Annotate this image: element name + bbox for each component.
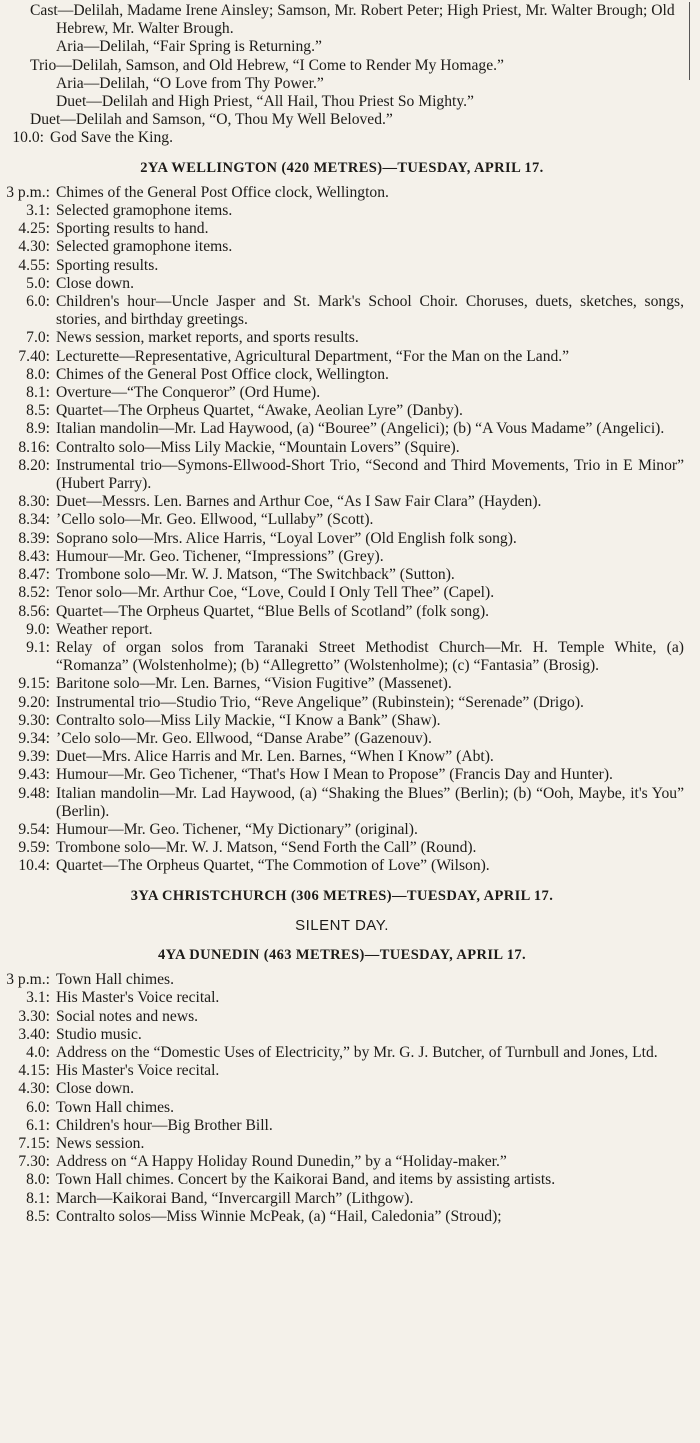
entry-text: Contralto solo—Miss Lily Mackie, “I Know a Bank” (Shaw). — [56, 711, 441, 729]
entry-text: Humour—Mr. Geo. Tichener, “My Dictionary” (original). — [56, 820, 418, 838]
programme-entry — [0, 1153, 684, 1171]
entry-time: 8.34: — [18, 511, 50, 529]
entry-text: Tenor solo—Mr. Arthur Coe, “Love, Could I Only Tell Thee” (Capel). — [56, 584, 495, 602]
entry-text: Lecturette—Representative, Agricultural Department, “For the Man on the Land.” — [56, 347, 570, 365]
programme-entry — [0, 238, 684, 256]
programme-entry — [0, 584, 684, 602]
programme-entry — [0, 1190, 684, 1208]
entry-time: 8.30: — [18, 493, 50, 511]
programme-entry — [0, 348, 684, 366]
entry-time: 4.30: — [18, 1080, 50, 1098]
entry-text: ’Celo solo—Mr. Geo. Ellwood, “Danse Arabe” (Gazenouv). — [56, 729, 432, 747]
programme-entry — [0, 384, 684, 402]
entry-time: 8.43: — [18, 547, 50, 565]
entry-time: 8.39: — [18, 529, 50, 547]
programme-entry — [0, 1171, 684, 1189]
programme-entry — [0, 1080, 684, 1098]
entry-text: His Master's Voice recital. — [56, 989, 220, 1007]
entry-text: Quartet—The Orpheus Quartet, “Awake, Aeolian Lyre” (Danby). — [56, 402, 463, 420]
entry-time: 8.0: — [26, 365, 50, 383]
entry-time: 4.30: — [18, 238, 50, 256]
entry-text: Italian mandolin—Mr. Lad Haywood, (a) “Shaking the Blues” (Berlin); (b) “Ooh, Maybe, it's You” (Berlin). — [56, 784, 684, 820]
entry-time: 8.5: — [26, 1207, 50, 1225]
entry-time: 9.1: — [26, 638, 50, 656]
entry-text: Overture—“The Conqueror” (Ord Hume). — [56, 384, 321, 402]
entry-time: 9.0: — [26, 620, 50, 638]
intro-section — [0, 0, 684, 148]
programme-entry — [0, 1008, 684, 1026]
entry-time: 9.15: — [18, 675, 50, 693]
programme-entry — [0, 548, 684, 566]
entry-time: 8.16: — [18, 438, 50, 456]
entry-text: Italian mandolin—Mr. Lad Haywood, (a) “Bouree” (Angelici); (b) “A Vous Madame” (Angelici). — [56, 420, 665, 438]
station-heading-christchurch: 3YA CHRISTCHURCH (306 METRES)—TUESDAY, APRIL 17. — [130, 887, 554, 904]
entry-time: 9.59: — [18, 839, 50, 857]
entry-text: News session, market reports, and sports results. — [56, 329, 359, 347]
entry-time: 6.0: — [26, 1098, 50, 1116]
entry-text: Sporting results to hand. — [56, 220, 209, 238]
programme-entry — [0, 675, 684, 693]
entry-text: Instrumental trio—Symons-Ellwood-Short Trio, “Second and Third Movements, Trio in E Minor” (Hubert Parry). — [56, 456, 684, 493]
entry-time: 9.20: — [18, 693, 50, 711]
entry-text: Selected gramophone items. — [56, 238, 233, 256]
programme-entry — [0, 766, 684, 784]
entry-time: 9.48: — [18, 784, 50, 802]
programme-entry — [0, 712, 684, 730]
entry-text: Children's hour—Uncle Jasper and St. Mark's School Choir. Choruses, duets, sketches, songs, stories, and birthday greetings. — [56, 293, 684, 329]
programme-entry — [0, 457, 684, 493]
entry-text: Relay of organ solos from Taranaki Street Methodist Church—Mr. H. Temple White, (a) “Romanza” (Wolstenholme); (b) “Allegretto” (Wolstenholme); (c) “Fantasia” (Brosig). — [56, 638, 684, 675]
entry-time: 9.54: — [18, 820, 50, 838]
entry-time: 3 p.m.: — [6, 183, 50, 201]
entry-time: 7.15: — [18, 1134, 50, 1152]
programme-entry — [0, 1026, 684, 1044]
entry-time: 8.52: — [18, 584, 50, 602]
entry-text: Chimes of the General Post Office clock, Wellington. — [56, 183, 389, 201]
entry-time: 3.1: — [26, 202, 50, 220]
entry-time: 8.56: — [18, 602, 50, 620]
entry-time: 8.5: — [26, 402, 50, 420]
entry-text: Sporting results. — [56, 256, 159, 274]
programme-entry — [0, 184, 684, 202]
entry-text: Town Hall chimes. Concert by the Kaikorai Band, and items by assisting artists. — [56, 1171, 556, 1189]
entry-text: Humour—Mr. Geo Tichener, “That's How I Mean to Propose” (Francis Day and Hunter). — [56, 766, 613, 784]
entry-text: Address on the “Domestic Uses of Electricity,” by Mr. G. J. Butcher, of Turnbull and Jones, Ltd. — [56, 1043, 658, 1061]
entry-text: Trombone solo—Mr. W. J. Matson, “The Switchback” (Sutton). — [56, 566, 455, 584]
entry-text: Weather report. — [56, 620, 153, 638]
entry-text: Social notes and news. — [56, 1007, 199, 1025]
programme-entry — [0, 1135, 684, 1153]
programme-entry — [0, 857, 684, 875]
programme-entry — [0, 971, 684, 989]
silent-day-note: SILENT DAY. — [295, 916, 389, 934]
entry-text: Instrumental trio—Studio Trio, “Reve Angelique” (Rubinstein); “Serenade” (Drigo). — [56, 693, 584, 711]
entry-text: Humour—Mr. Geo. Tichener, “Impressions” (Grey). — [56, 547, 384, 565]
programme-entry — [0, 530, 684, 548]
entry-text: Chimes of the General Post Office clock, Wellington. — [56, 365, 389, 383]
entry-text: Trombone solo—Mr. W. J. Matson, “Send Forth the Call” (Round). — [56, 839, 477, 857]
dunedin-programme — [0, 971, 684, 1226]
entry-time: 9.39: — [18, 748, 50, 766]
entry-time: 8.1: — [26, 1189, 50, 1207]
programme-entry — [0, 785, 684, 821]
entry-time: 3.30: — [18, 1007, 50, 1025]
entry-time: 5.0: — [26, 274, 50, 292]
programme-entry — [0, 511, 684, 529]
programme-entry — [0, 493, 684, 511]
entry-text: March—Kaikorai Band, “Invercargill March” (Lithgow). — [56, 1189, 414, 1207]
programme-entry — [0, 439, 684, 457]
programme-entry — [0, 220, 684, 238]
entry-time: 8.0: — [26, 1171, 50, 1189]
entry-text: Duet—Messrs. Len. Barnes and Arthur Coe, “As I Saw Fair Clara” (Hayden). — [56, 493, 542, 511]
wellington-programme — [0, 184, 684, 876]
entry-time: 8.47: — [18, 566, 50, 584]
intro-line: Aria—Delilah, “O Love from Thy Power.” — [56, 74, 324, 92]
programme-entry — [0, 202, 684, 220]
entry-text: Close down. — [56, 274, 134, 292]
programme-entry — [0, 603, 684, 621]
intro-line: Cast—Delilah, Madame Irene Ainsley; Samson, Mr. Robert Peter; High Priest, Mr. Walter Brough; Old Hebrew, Mr. Walter Brough. — [30, 2, 675, 38]
programme-entry — [0, 821, 684, 839]
entry-time: 3.40: — [18, 1025, 50, 1043]
entry-time: 9.34: — [18, 729, 50, 747]
entry-text: Town Hall chimes. — [56, 1098, 175, 1116]
programme-entry — [0, 1062, 684, 1080]
programme-entry — [0, 293, 684, 329]
station-heading-dunedin: 4YA DUNEDIN (463 METRES)—TUESDAY, APRIL 17. — [157, 946, 527, 963]
programme-entry — [0, 1099, 684, 1117]
programme-entry — [0, 989, 684, 1007]
intro-line: Duet—Delilah and Samson, “O, Thou My Well Beloved.” — [30, 111, 393, 129]
entry-time: 8.9: — [26, 420, 50, 438]
programme-entry — [0, 257, 684, 275]
entry-time: 8.20: — [18, 456, 50, 474]
entry-text: Selected gramophone items. — [56, 202, 233, 220]
entry-time: 3 p.m.: — [6, 971, 50, 989]
entry-text: Quartet—The Orpheus Quartet, “Blue Bells of Scotland” (folk song). — [56, 602, 490, 620]
column-rule — [689, 2, 690, 80]
station-heading-wellington: 2YA WELLINGTON (420 METRES)—TUESDAY, APRIL 17. — [140, 159, 544, 176]
entry-text: Duet—Mrs. Alice Harris and Mr. Len. Barnes, “When I Know” (Abt). — [56, 748, 494, 766]
entry-time: 3.1: — [26, 989, 50, 1007]
entry-time: 9.30: — [18, 711, 50, 729]
entry-time: 6.0: — [26, 293, 50, 311]
entry-text: News session. — [56, 1134, 145, 1152]
entry-time: 7.30: — [18, 1153, 50, 1171]
entry-time: 9.43: — [18, 766, 50, 784]
programme-entry — [0, 621, 684, 639]
programme-entry — [0, 839, 684, 857]
programme-entry — [0, 129, 684, 147]
programme-entry — [0, 639, 684, 675]
entry-text: Baritone solo—Mr. Len. Barnes, “Vision Fugitive” (Massenet). — [56, 675, 452, 693]
programme-entry — [0, 694, 684, 712]
entry-time: 4.55: — [18, 256, 50, 274]
entry-time: 10.0: — [12, 129, 44, 147]
entry-text: Children's hour—Big Brother Bill. — [56, 1116, 273, 1134]
entry-text: Contralto solos—Miss Winnie McPeak, (a) “Hail, Caledonia” (Stroud); — [56, 1207, 502, 1225]
entry-text: God Save the King. — [50, 129, 173, 147]
entry-text: Quartet—The Orpheus Quartet, “The Commotion of Love” (Wilson). — [56, 857, 490, 875]
entry-text: Soprano solo—Mrs. Alice Harris, “Loyal Lover” (Old English folk song). — [56, 529, 517, 547]
intro-line: Duet—Delilah and High Priest, “All Hail, Thou Priest So Mighty.” — [56, 93, 474, 111]
entry-time: 7.40: — [18, 347, 50, 365]
entry-text: Contralto solo—Miss Lily Mackie, “Mountain Lovers” (Squire). — [56, 438, 460, 456]
entry-text: Town Hall chimes. — [56, 971, 175, 989]
programme-entry — [0, 275, 684, 293]
programme-entry — [0, 366, 684, 384]
entry-time: 4.15: — [18, 1062, 50, 1080]
entry-time: 8.1: — [26, 384, 50, 402]
programme-entry — [0, 1044, 684, 1062]
entry-time: 10.4: — [18, 857, 50, 875]
programme-entry — [0, 566, 684, 584]
entry-text: ’Cello solo—Mr. Geo. Ellwood, “Lullaby” (Scott). — [56, 511, 374, 529]
entry-text: Address on “A Happy Holiday Round Dunedin,” by a “Holiday-maker.” — [56, 1153, 507, 1171]
programme-entry — [0, 1117, 684, 1135]
programme-entry — [0, 420, 684, 438]
programme-entry — [0, 748, 684, 766]
programme-entry — [0, 329, 684, 347]
entry-time: 7.0: — [26, 329, 50, 347]
entry-text: Close down. — [56, 1080, 134, 1098]
entry-text: His Master's Voice recital. — [56, 1062, 220, 1080]
entry-time: 4.25: — [18, 220, 50, 238]
programme-entry — [0, 730, 684, 748]
entry-time: 4.0: — [26, 1043, 50, 1061]
entry-text: Studio music. — [56, 1025, 142, 1043]
entry-time: 6.1: — [26, 1116, 50, 1134]
programme-entry — [0, 1208, 684, 1226]
programme-entry — [0, 402, 684, 420]
intro-line: Trio—Delilah, Samson, and Old Hebrew, “I Come to Render My Homage.” — [30, 56, 504, 74]
intro-line: Aria—Delilah, “Fair Spring is Returning.” — [56, 38, 322, 56]
